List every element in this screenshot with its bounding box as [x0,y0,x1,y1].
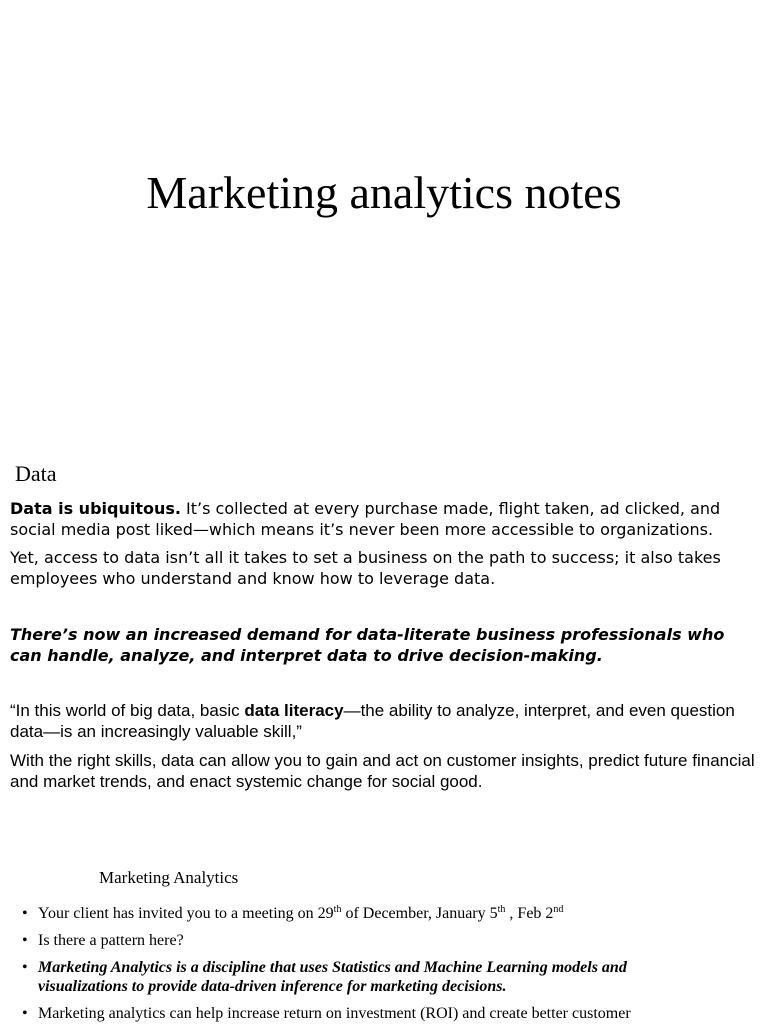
bold-data-literacy: data literacy [244,701,344,720]
marketing-bullet-list [22,904,702,1031]
superscript: th [497,904,506,915]
list-item-text: Is there a pattern here? [38,932,184,949]
bullet-icon: • [22,932,28,949]
paragraph-text: It’s collected at every purchase made, flight taken, ad clicked, and social media post liked—which means it’s never been more accessible to organizations. [10,499,721,539]
bullet-icon: • [22,905,28,922]
superscript: nd [553,904,564,915]
paragraph-access-to-data: Yet, access to data isn’t all it takes to set a business on the path to success; it also takes employees who understand and know how to leverage data. [10,548,721,588]
list-item [22,958,702,996]
paragraph-data-literacy-quote [10,700,760,742]
list-item-text: Marketing Analytics is a discipline that uses Statistics and Machine Learning models and visualizations to provide data-driven inference for marketing decisions. [38,959,627,995]
page-title: Marketing analytics notes [146,167,622,218]
bold-lead: Data is ubiquitous. [10,499,181,518]
list-item [22,904,702,923]
paragraph-right-skills: With the right skills, data can allow you to gain and act on customer insights, predict future financial and market trends, and enact systemic change for social good. [10,751,755,791]
quote-start: “In this world of big data, basic [10,701,245,720]
section-heading-marketing-analytics: Marketing Analytics [99,868,239,887]
paragraph-increased-demand: There’s now an increased demand for data-literate business professionals who can handle, analyze, and interpret data to drive decision-making. [10,625,725,665]
list-item-text: of December, January 5 [341,905,498,922]
superscript: th [333,904,342,915]
list-item-text: Marketing analytics can help increase return on investment (ROI) and create better customer [38,1005,631,1022]
list-item [22,931,702,950]
quote-end: —the ability to analyze, interpret, and even question data—is an increasingly valuable skill,” [10,701,735,741]
bullet-icon: • [22,1005,28,1022]
list-item [22,1004,702,1023]
list-item-text: Your client has invited you to a meeting on 29 [38,905,334,922]
section-heading-data: Data [15,461,57,486]
list-item-text: , Feb 2 [505,905,554,922]
bullet-icon: • [22,959,28,976]
paragraph-data-ubiquitous [10,498,760,540]
